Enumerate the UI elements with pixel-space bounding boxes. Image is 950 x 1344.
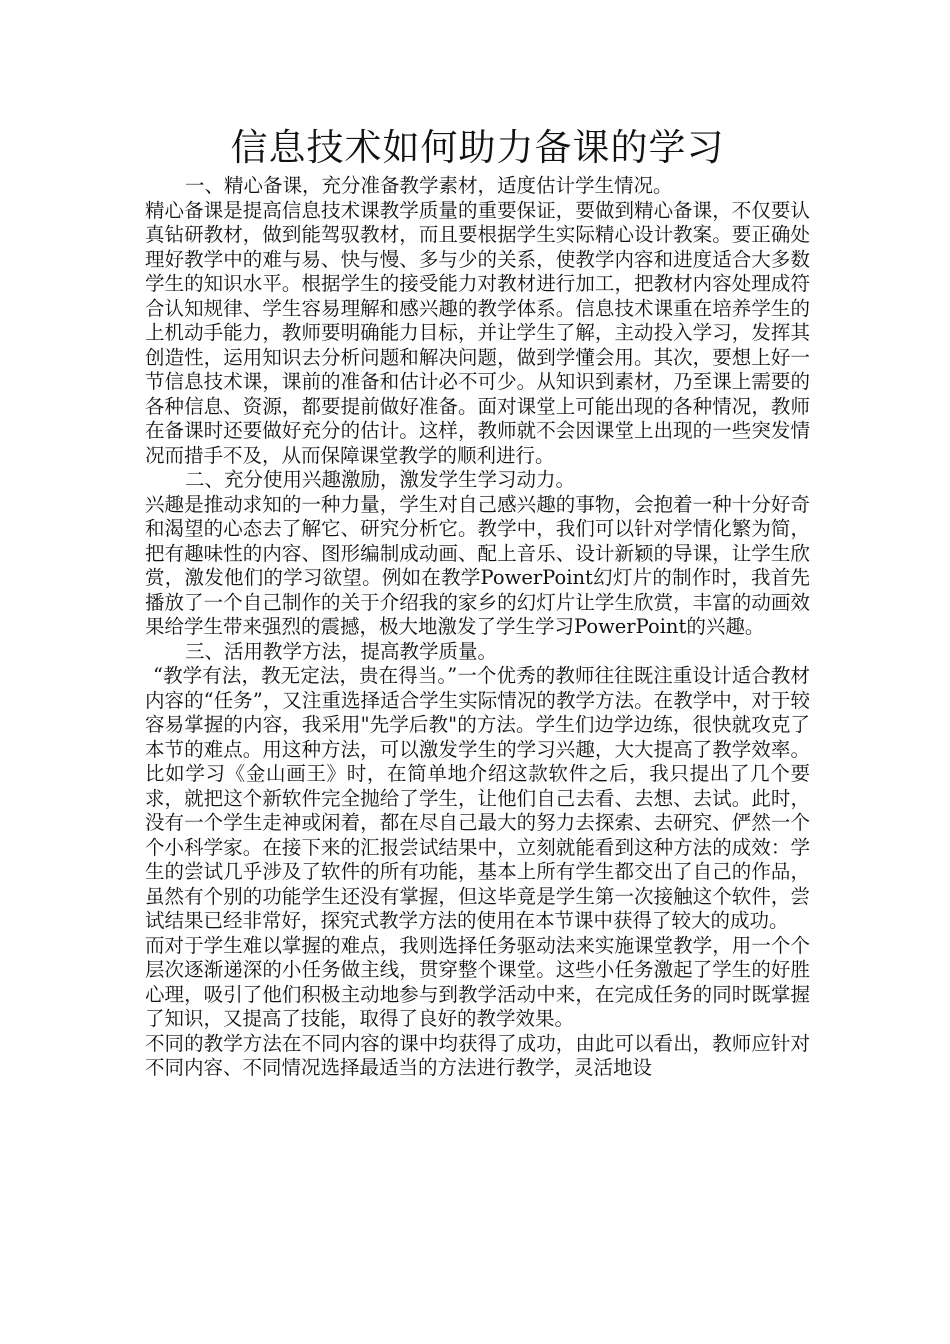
section-heading: 二、充分使用兴趣激励，激发学生学习动力。 [185,468,576,491]
page-title: 信息技术如何助力备课的学习 [230,126,725,169]
section-2 [145,468,810,640]
body-paragraph: 不同的教学方法在不同内容的课中均获得了成功，由此可以看出，教师应针对不同内容、不同情况选择最适当的方法进行教学，灵活地设 [145,1031,810,1079]
section-1 [145,174,810,468]
body-paragraph: 而对于学生难以掌握的难点，我则选择任务驱动法来实施课堂教学，用一个个层次逐渐递深的小任务做主线，贯穿整个课堂。这些小任务激起了学生的好胜心理，吸引了他们积极主动地参与到教学活动中来，在完成任务的同时既掌握了知识，又提高了技能，取得了良好的教学效果。 [145,933,810,1030]
section-3 [145,640,810,1081]
section-heading: 三、活用教学方法，提高教学质量。 [185,639,498,663]
body-paragraph: 兴趣是推动求知的一种力量，学生对自己感兴趣的事物，会抱着一种十分好奇和渴望的心态去了解它、研究分析它。教学中，我们可以针对学情化繁为简，把有趣味性的内容、图形编制成动画、配上音乐、设计新颖的导课，让学生欣赏，激发他们的学习欲望。例如在教学PowerPoint幻灯片的制作时，我首先播放了一个自己制作的关于介绍我的家乡的幻灯片让学生欣赏，丰富的动画效果给学生带来强烈的震撼，极大地激发了学生学习PowerPoint的兴趣。 [145,492,810,638]
section-heading: 一、精心备课，充分准备教学素材，适度估计学生情况。 [185,174,673,197]
document-page [145,122,810,1081]
body-paragraph: 精心备课是提高信息技术课教学质量的重要保证，要做到精心备课，不仅要认真钻研教材，做到能驾驭教材，而且要根据学生实际精心设计教案。要正确处理好教学中的难与易、快与慢、多与少的关系，使教学内容和进度适合大多数学生的知识水平。根据学生的接受能力对教材进行加工，把教材内容处理成符合认知规律、学生容易理解和感兴趣的教学体系。信息技术课重在培养学生的上机动手能力，教师要明确能力目标，并让学生了解，主动投入学习，发挥其创造性，运用知识去分析问题和解决问题，做到学懂会用。其次，要想上好一节信息技术课，课前的准备和估计必不可少。从知识到素材，乃至课上需要的各种信息、资源，都要提前做好准备。面对课堂上可能出现的各种情况，教师在备课时还要做好充分的估计。这样，教师就不会因课堂上出现的一些突发情况而措手不及，从而保障课堂教学的顺利进行。 [145,198,810,467]
body-paragraph: “教学有法，教无定法，贵在得当。”一个优秀的教师往往既注重设计适合教材内容的“任务”，又注重选择适合学生实际情况的教学方法。在教学中，对于较容易掌握的内容，我采用"先学后教"的方法。学生们边学边练，很快就攻克了本节的难点。用这种方法，可以激发学生的学习兴趣，大大提高了教学效率。比如学习《金山画王》时，在简单地介绍这款软件之后，我只提出了几个要求，就把这个新软件完全抛给了学生，让他们自己去看、去想、去试。此时，没有一个学生走神或闲着，都在尽自己最大的努力去探索、去研究、俨然一个个小科学家。在接下来的汇报尝试结果中，立刻就能看到这种方法的成效：学生的尝试几乎涉及了软件的所有功能，基本上所有学生都交出了自己的作品，虽然有个别的功能学生还没有掌握，但这毕竟是学生第一次接触这个软件，尝试结果已经非常好，探究式教学方法的使用在本节课中获得了较大的成功。 [145,664,810,932]
